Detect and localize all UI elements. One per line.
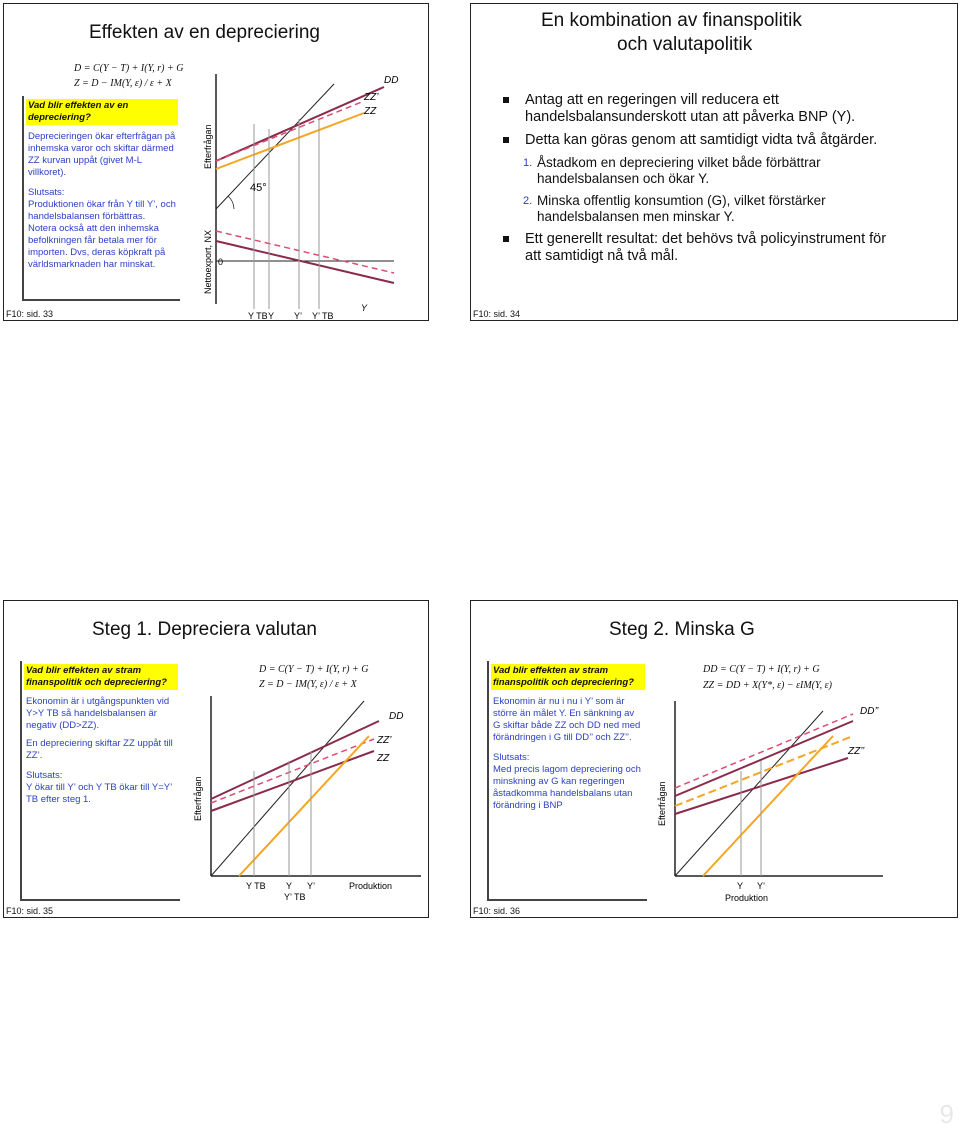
label-dd: DD [384, 75, 399, 86]
slide-34-bullet-1-text: Antag att en regeringen vill reducera ett handelsbalansunderskott utan att påverka BNP (Y). [525, 92, 856, 125]
slide-33-slutsats-label: Slutsats: [28, 187, 65, 198]
curve-nx-prime [216, 231, 394, 273]
slide-33-text-panel [22, 96, 180, 301]
slide-34-num-1-text: Åstadkom en depreciering vilket både förbättrar handelsbalansen och ökar Y. [537, 155, 821, 186]
curve-dd [211, 721, 379, 799]
slide-34-bullets [497, 92, 897, 271]
slide-34-num-1 [497, 155, 897, 187]
x-label-y2tb: Y’ TB [312, 311, 334, 319]
slide-34-title-line2: och valutapolitik [617, 34, 753, 55]
angle-label: 45° [250, 182, 267, 194]
ylabel-demand: Efterfrågan [657, 781, 667, 826]
bullet-square [503, 137, 509, 143]
slide-34-footer: F10: sid. 34 [473, 309, 521, 319]
x-axis-label: Produktion [725, 893, 769, 903]
slide-35-graph [189, 691, 425, 911]
slide-36-eq2: ZZ = DD + X(Y*, ε) − εIM(Y, ε) [703, 680, 832, 691]
slide-34-num-2-text: Minska offentlig konsumtion (G), vilket förstärker handelsbalansen men minskar Y. [537, 193, 826, 224]
x-axis-label: Produktion [349, 881, 393, 891]
slide-35-para2: En depreciering skiftar ZZ uppåt till ZZ’. [26, 738, 173, 761]
label-zz: ZZ [364, 106, 377, 117]
slide-35-footer: F10: sid. 35 [6, 906, 54, 916]
slide-34 [470, 3, 958, 321]
slide-36-para1: Ekonomin är nu i nu i Y’ som är större än målet Y. En sänkning av G skiftar både ZZ och DD ned med förändringen i G till DD’’ och ZZ’’. [493, 696, 641, 743]
label-zz-prime: ZZ’ [377, 735, 392, 746]
slide-34-bullet-2 [497, 132, 897, 149]
x-label-y: Y [286, 881, 293, 891]
slide-36-slutsats-label: Slutsats: [493, 752, 530, 763]
slide-35-eq1: D = C(Y − T) + I(Y, r) + G [259, 664, 369, 675]
slide-33-graph [194, 69, 424, 319]
page-number: 9 [939, 1099, 954, 1129]
ylabel-demand: Efterfrågan [193, 776, 203, 821]
x-label-y2: Y’ [307, 881, 316, 891]
slide-35-question: Vad blir effekten av stram finanspolitik och depreciering? [24, 664, 178, 690]
slide-34-bullet-3-text: Ett generellt resultat: det behövs två policyinstrument för att samtidigt nå två mål. [525, 231, 887, 264]
x-axis-label: Y [361, 303, 368, 313]
zero-label: 0 [218, 257, 224, 267]
label-dd2: DD’’ [860, 706, 879, 717]
slide-33-eq1: D = C(Y − T) + I(Y, r) + G [74, 63, 184, 74]
slide-35-para3: Y ökar till Y’ och Y TB ökar till Y=Y’ TB efter steg 1. [26, 782, 172, 805]
slide-34-bullet-1 [497, 92, 897, 126]
curve-zz [216, 113, 364, 169]
bullet-square [503, 236, 509, 242]
line-45deg [675, 711, 823, 876]
slide-36-title: Steg 2. Minska G [609, 619, 755, 640]
slide-35-title: Steg 1. Depreciera valutan [92, 619, 317, 640]
slide-35-eq2: Z = D − IM(Y, ε) / ε + X [259, 679, 357, 690]
slide-34-bullet-3 [497, 231, 897, 265]
label-zz2: ZZ’’ [848, 746, 865, 757]
slide-35 [3, 600, 429, 918]
ylabel-nx: Nettoexport, NX [203, 229, 213, 294]
x-label-y2tb: Y’ TB [284, 892, 306, 902]
slide-34-num-2 [497, 193, 897, 225]
ylabel-demand: Efterfrågan [203, 124, 213, 169]
curve-zz-dashed [675, 736, 853, 806]
slide-36 [470, 600, 958, 918]
curve-zz [211, 751, 374, 811]
slide-36-para2: Med precis lagom depreciering och minskning av G kan regeringen åstadkomma handelsbalans utan förändring i BNP [493, 764, 641, 811]
slide-33-title: Effekten av en depreciering [89, 22, 320, 43]
slide-34-num-2-index: 2. [523, 195, 533, 207]
x-label-y2: Y’ [757, 881, 766, 891]
label-zz-prime: ZZ’ [364, 92, 379, 103]
slide-36-graph [653, 696, 953, 906]
x-label-ytb: Y TB [248, 311, 268, 319]
curve-zz-prime [211, 739, 374, 803]
slide-36-eq1: DD = C(Y − T) + I(Y, r) + G [703, 664, 820, 675]
slide-35-text-panel [20, 661, 180, 901]
slide-33-para1: Deprecieringen ökar efterfrågan på inhemska varor och skiftar därmed ZZ kurvan uppåt (givet M-L villkoret). [28, 131, 176, 178]
curve-nx [216, 241, 394, 283]
slide-34-num-1-index: 1. [523, 157, 533, 169]
x-label-y: Y [737, 881, 744, 891]
slide-33-para2: Produktionen ökar från Y till Y’, och handelsbalansen förbättras. Notera också att den inhemska befolkningen får betala mer för importen. Dvs, deras köpkraft på världsmarknaden har minskat. [28, 199, 176, 270]
label-dd: DD [389, 711, 404, 722]
slide-34-title-line1: En kombination av finanspolitik [541, 10, 802, 31]
angle-arc [228, 196, 234, 209]
slide-33 [3, 3, 429, 321]
slide-35-slutsats-label: Slutsats: [26, 770, 63, 781]
x-label-y: Y [268, 311, 275, 319]
slide-36-footer: F10: sid. 36 [473, 906, 521, 916]
slide-34-bullet-2-text: Detta kan göras genom att samtidigt vidta två åtgärder. [525, 132, 878, 148]
curve-zz-orange [239, 736, 369, 876]
slide-33-eq2: Z = D − IM(Y, ε) / ε + X [74, 78, 172, 89]
bullet-square [503, 97, 509, 103]
x-label-ytb: Y TB [246, 881, 266, 891]
slide-33-question: Vad blir effekten av en depreciering? [26, 99, 178, 125]
slide-33-footer: F10: sid. 33 [6, 309, 54, 319]
slide-36-question: Vad blir effekten av stram finanspolitik och depreciering? [491, 664, 645, 690]
slide-36-text-panel [487, 661, 647, 901]
curve-dd [216, 87, 384, 161]
label-zz: ZZ [377, 753, 390, 764]
slide-35-para1: Ekonomin är i utgångspunkten vid Y>Y TB så handelsbalansen är negativ (DD>ZZ). [26, 696, 170, 731]
x-label-y2: Y’ [294, 311, 303, 319]
